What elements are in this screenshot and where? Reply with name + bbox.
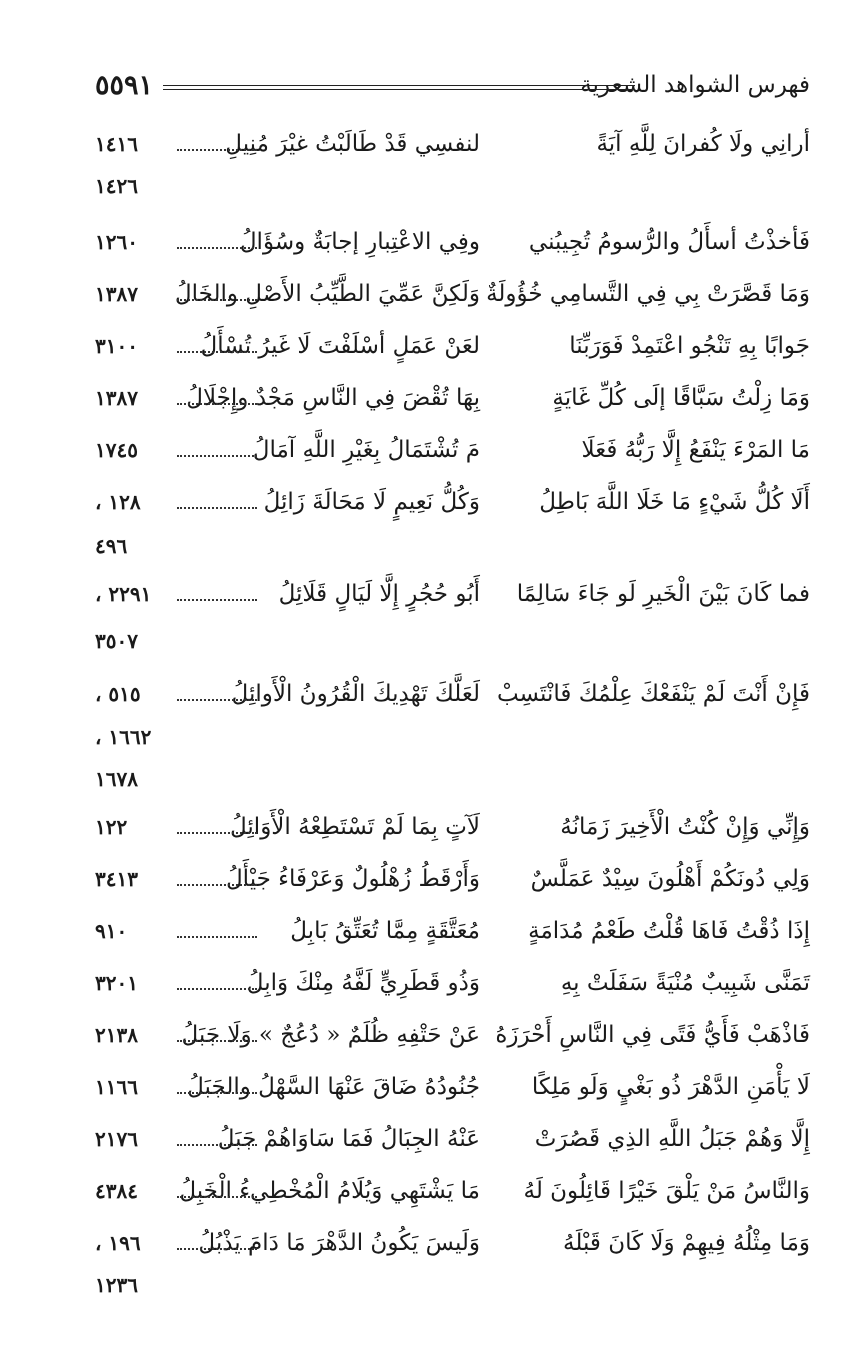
verse-first-hemistich: وَالنَّاسُ مَنْ يَلْقَ خَيْرًا قَائِلُونَ لَهُ [523, 1178, 810, 1204]
verse-second-hemistich: مَا يَشْتَهِي وَيُلَامُ الْمُخْطِيءُ الْخَبِلُ [179, 1178, 480, 1204]
page-reference: ١٣٨٧ [95, 386, 138, 410]
page-reference: ٢١٧٦ [95, 1127, 138, 1151]
verse-first-hemistich: إِذَا ذُقْتُ فَاهَا قُلْتُ طَعْمُ مُدَامَةٍ [528, 918, 810, 944]
verse-first-hemistich: فما كَانَ بَيْنَ الْخَيرِ لَو جَاءَ سَالِمًا [516, 581, 810, 607]
page-reference: ١٩٦ ، [95, 1231, 141, 1255]
page-reference: ١٧٤٥ [95, 438, 138, 462]
dot-leader [177, 988, 257, 990]
dot-leader [177, 1144, 257, 1146]
page-reference: ٢١٣٨ [95, 1023, 138, 1047]
verse-first-hemistich: فَأخذْتُ أسأَلُ والرُّسومُ تُجِيبُني [528, 229, 810, 255]
verse-second-hemistich: عَنْهُ الجِبَالُ فَمَا سَاوَاهُمْ جَبَلُ [217, 1126, 480, 1152]
page-reference: ١٤١٦ [95, 132, 138, 156]
verse-first-hemistich: وَمَا قَصَّرَتْ بِي فِي التَّسامِي خُؤُولَةٌ [486, 281, 810, 307]
page-reference: ١٣٨٧ [95, 282, 138, 306]
page-reference: ٩١٠ [95, 919, 128, 943]
verse-second-hemistich: عَنْ حَتْفِهِ ظُلَمٌ « دُعُجٌ » وَلَا جَبَلُ [181, 1022, 480, 1048]
verse-second-hemistich: وَذُو قَطَرِيٍّ لَفَّهُ مِنْكَ وَابِلُ [246, 970, 480, 996]
dot-leader [177, 507, 257, 509]
page-reference: ١٢٦٠ [95, 230, 138, 254]
verse-second-hemistich: مُعَتَّقَةٍ مِمَّا تُعَتِّقُ بَابِلُ [290, 918, 480, 944]
verse-entry [95, 857, 810, 901]
verse-first-hemistich: أرانِي ولَا كُفرانَ لِلَّهِ آيَةً [596, 131, 810, 157]
page-reference: ٢٢٩١ ، [95, 582, 152, 606]
verse-second-hemistich: وَلَكِنَّ عَمِّيَ الطَّيِّبُ الأَصْلِ والخَالُ [174, 281, 480, 307]
dot-leader [177, 884, 257, 886]
verse-second-hemistich: وَكُلُّ نَعِيمٍ لَا مَحَالَةَ زَائِلُ [263, 489, 480, 515]
verse-first-hemistich: وَإِنِّي وَإِنْ كُنْتُ الْأَخِيرَ زَمَانُهُ [560, 814, 810, 840]
verse-entry [95, 1117, 810, 1161]
page-reference: ٣٤١٣ [95, 867, 138, 891]
dot-leader [177, 455, 257, 457]
page-reference: ١٢٢ [95, 815, 128, 839]
page-reference: ١١٦٦ [95, 1075, 138, 1099]
dot-leader [177, 149, 257, 151]
dot-leader [177, 1092, 257, 1094]
dot-leader [177, 247, 257, 249]
dot-leader [177, 699, 257, 701]
verse-first-hemistich: لَا يَأْمَنِ الدَّهْرَ ذُو بَغْيٍ وَلَو مَلِكًا [531, 1074, 810, 1100]
header-rule [163, 85, 635, 90]
verse-entry [95, 324, 810, 368]
verse-second-hemistich: أَبُو حُجُرٍ إِلَّا لَيَالٍ قَلَائِلُ [278, 581, 480, 607]
verse-first-hemistich: وَلِي دُونَكُمْ أَهْلُونَ سِيْدٌ عَمَلَّسٌ [530, 866, 810, 892]
dot-leader [177, 299, 257, 301]
verse-entry [95, 1013, 810, 1057]
dot-leader [177, 1248, 257, 1250]
verse-first-hemistich: جَوابًا بِهِ تَنْجُو اعْتَمِدْ فَوَرَبِّنَا [569, 333, 810, 359]
verse-entry [95, 1169, 810, 1213]
page-reference-continued: ٤٩٦ [95, 534, 128, 558]
page-reference: ٣١٠٠ [95, 334, 138, 358]
verse-second-hemistich: وَأَرْقَطُ زُهْلُولٌ وَعَرْفَاءُ جَيْأَلُ [225, 866, 480, 892]
verse-first-hemistich: مَا المَرْءَ يَنْفَعُ إِلَّا رَبُّهُ فَعَلَا [581, 437, 810, 463]
page-reference: ٣٢٠١ [95, 971, 138, 995]
dot-leader [177, 832, 257, 834]
verse-entry [95, 1065, 810, 1109]
dot-leader [177, 1196, 257, 1198]
dot-leader [177, 1040, 257, 1042]
page-number: ٥٥٩١ [95, 70, 154, 101]
verse-entry [95, 909, 810, 953]
page-reference-continued: ١٤٢٦ [95, 174, 138, 198]
verse-second-hemistich: جُنُودُهُ ضَاقَ عَنْهَا السَّهْلُ والجَبَلُ [187, 1074, 480, 1100]
verse-second-hemistich: مَ تُشْتَمَالُ بِغَيْرِ اللَّهِ آمَالُ [252, 437, 480, 463]
running-header [95, 70, 810, 110]
verse-entry [95, 1221, 810, 1265]
page-reference: ١٢٨ ، [95, 490, 141, 514]
dot-leader [177, 599, 257, 601]
page-reference-continued: ١٦٦٢ ، [95, 725, 152, 749]
verse-entry [95, 672, 810, 716]
verse-first-hemistich: أَلَا كُلُّ شَيْءٍ مَا خَلَا اللَّهَ بَاطِلُ [539, 489, 810, 515]
verse-entry [95, 428, 810, 472]
verse-second-hemistich: وفِي الاعْتِبارِ إجابَةٌ وسُؤَالُ [239, 229, 480, 255]
verse-second-hemistich: بِهَا تُقْضَ فِي النَّاسِ مَجْدٌ وإِجْلَالُ [186, 385, 480, 411]
verse-second-hemistich: لَعَلَّكَ تَهْدِيكَ الْقُرُونُ الْأَوائِلُ [231, 681, 480, 707]
page-reference-continued: ١٢٣٦ [95, 1273, 138, 1297]
page-reference: ٤٣٨٤ [95, 1179, 138, 1203]
page-reference: ٥١٥ ، [95, 682, 141, 706]
verse-entry [95, 480, 810, 524]
verse-first-hemistich: وَمَا مِثْلُهُ فِيهِمْ وَلَا كَانَ قَبْلَهُ [563, 1230, 810, 1256]
verse-first-hemistich: فَإِنْ أَنْتَ لَمْ يَنْفَعْكَ عِلْمُكَ فَانْتَسِبْ [496, 681, 810, 707]
dot-leader [177, 403, 257, 405]
verse-second-hemistich: لعَنْ عَمَلٍ أسْلَفْتَ لَا غَيرُ تُسْأَلُ [200, 333, 480, 359]
verse-entry [95, 572, 810, 616]
verse-entry [95, 122, 810, 166]
verse-first-hemistich: إِلَّا وَهُمْ جَبَلُ اللَّهِ الذِي قَصُرَتْ [534, 1126, 810, 1152]
verse-first-hemistich: فَاذْهَبْ فَأَيُّ فَتًى فِي النَّاسِ أَحْرَزَهُ [495, 1022, 810, 1048]
header-title: فهرس الشواهد الشعرية [580, 72, 810, 98]
verse-entry [95, 805, 810, 849]
verse-entry [95, 961, 810, 1005]
verse-first-hemistich: تَمَنَّى شَبِيبٌ مُنْيَةً سَفَلَتْ بِهِ [560, 970, 810, 996]
page-reference-continued: ٣٥٠٧ [95, 629, 138, 653]
verse-entry [95, 376, 810, 420]
verse-second-hemistich: لَآتٍ بِمَا لَمْ تَسْتَطِعْهُ الْأَوَائِلُ [229, 814, 480, 840]
verse-entry [95, 220, 810, 264]
verse-second-hemistich: لنفسِي قَدْ طَالَبْتُ غيْرَ مُنِيلِ [225, 131, 480, 157]
verse-entry [95, 272, 810, 316]
dot-leader [177, 351, 257, 353]
page-reference-continued: ١٦٧٨ [95, 767, 138, 791]
verse-first-hemistich: وَمَا زِلْتُ سَبَّاقًا إلَى كُلِّ غَايَةٍ [552, 385, 810, 411]
verse-second-hemistich: وَلَيسَ يَكُونُ الدَّهْرَ مَا دَامَ يَذْبُلُ [198, 1230, 480, 1256]
dot-leader [177, 936, 257, 938]
